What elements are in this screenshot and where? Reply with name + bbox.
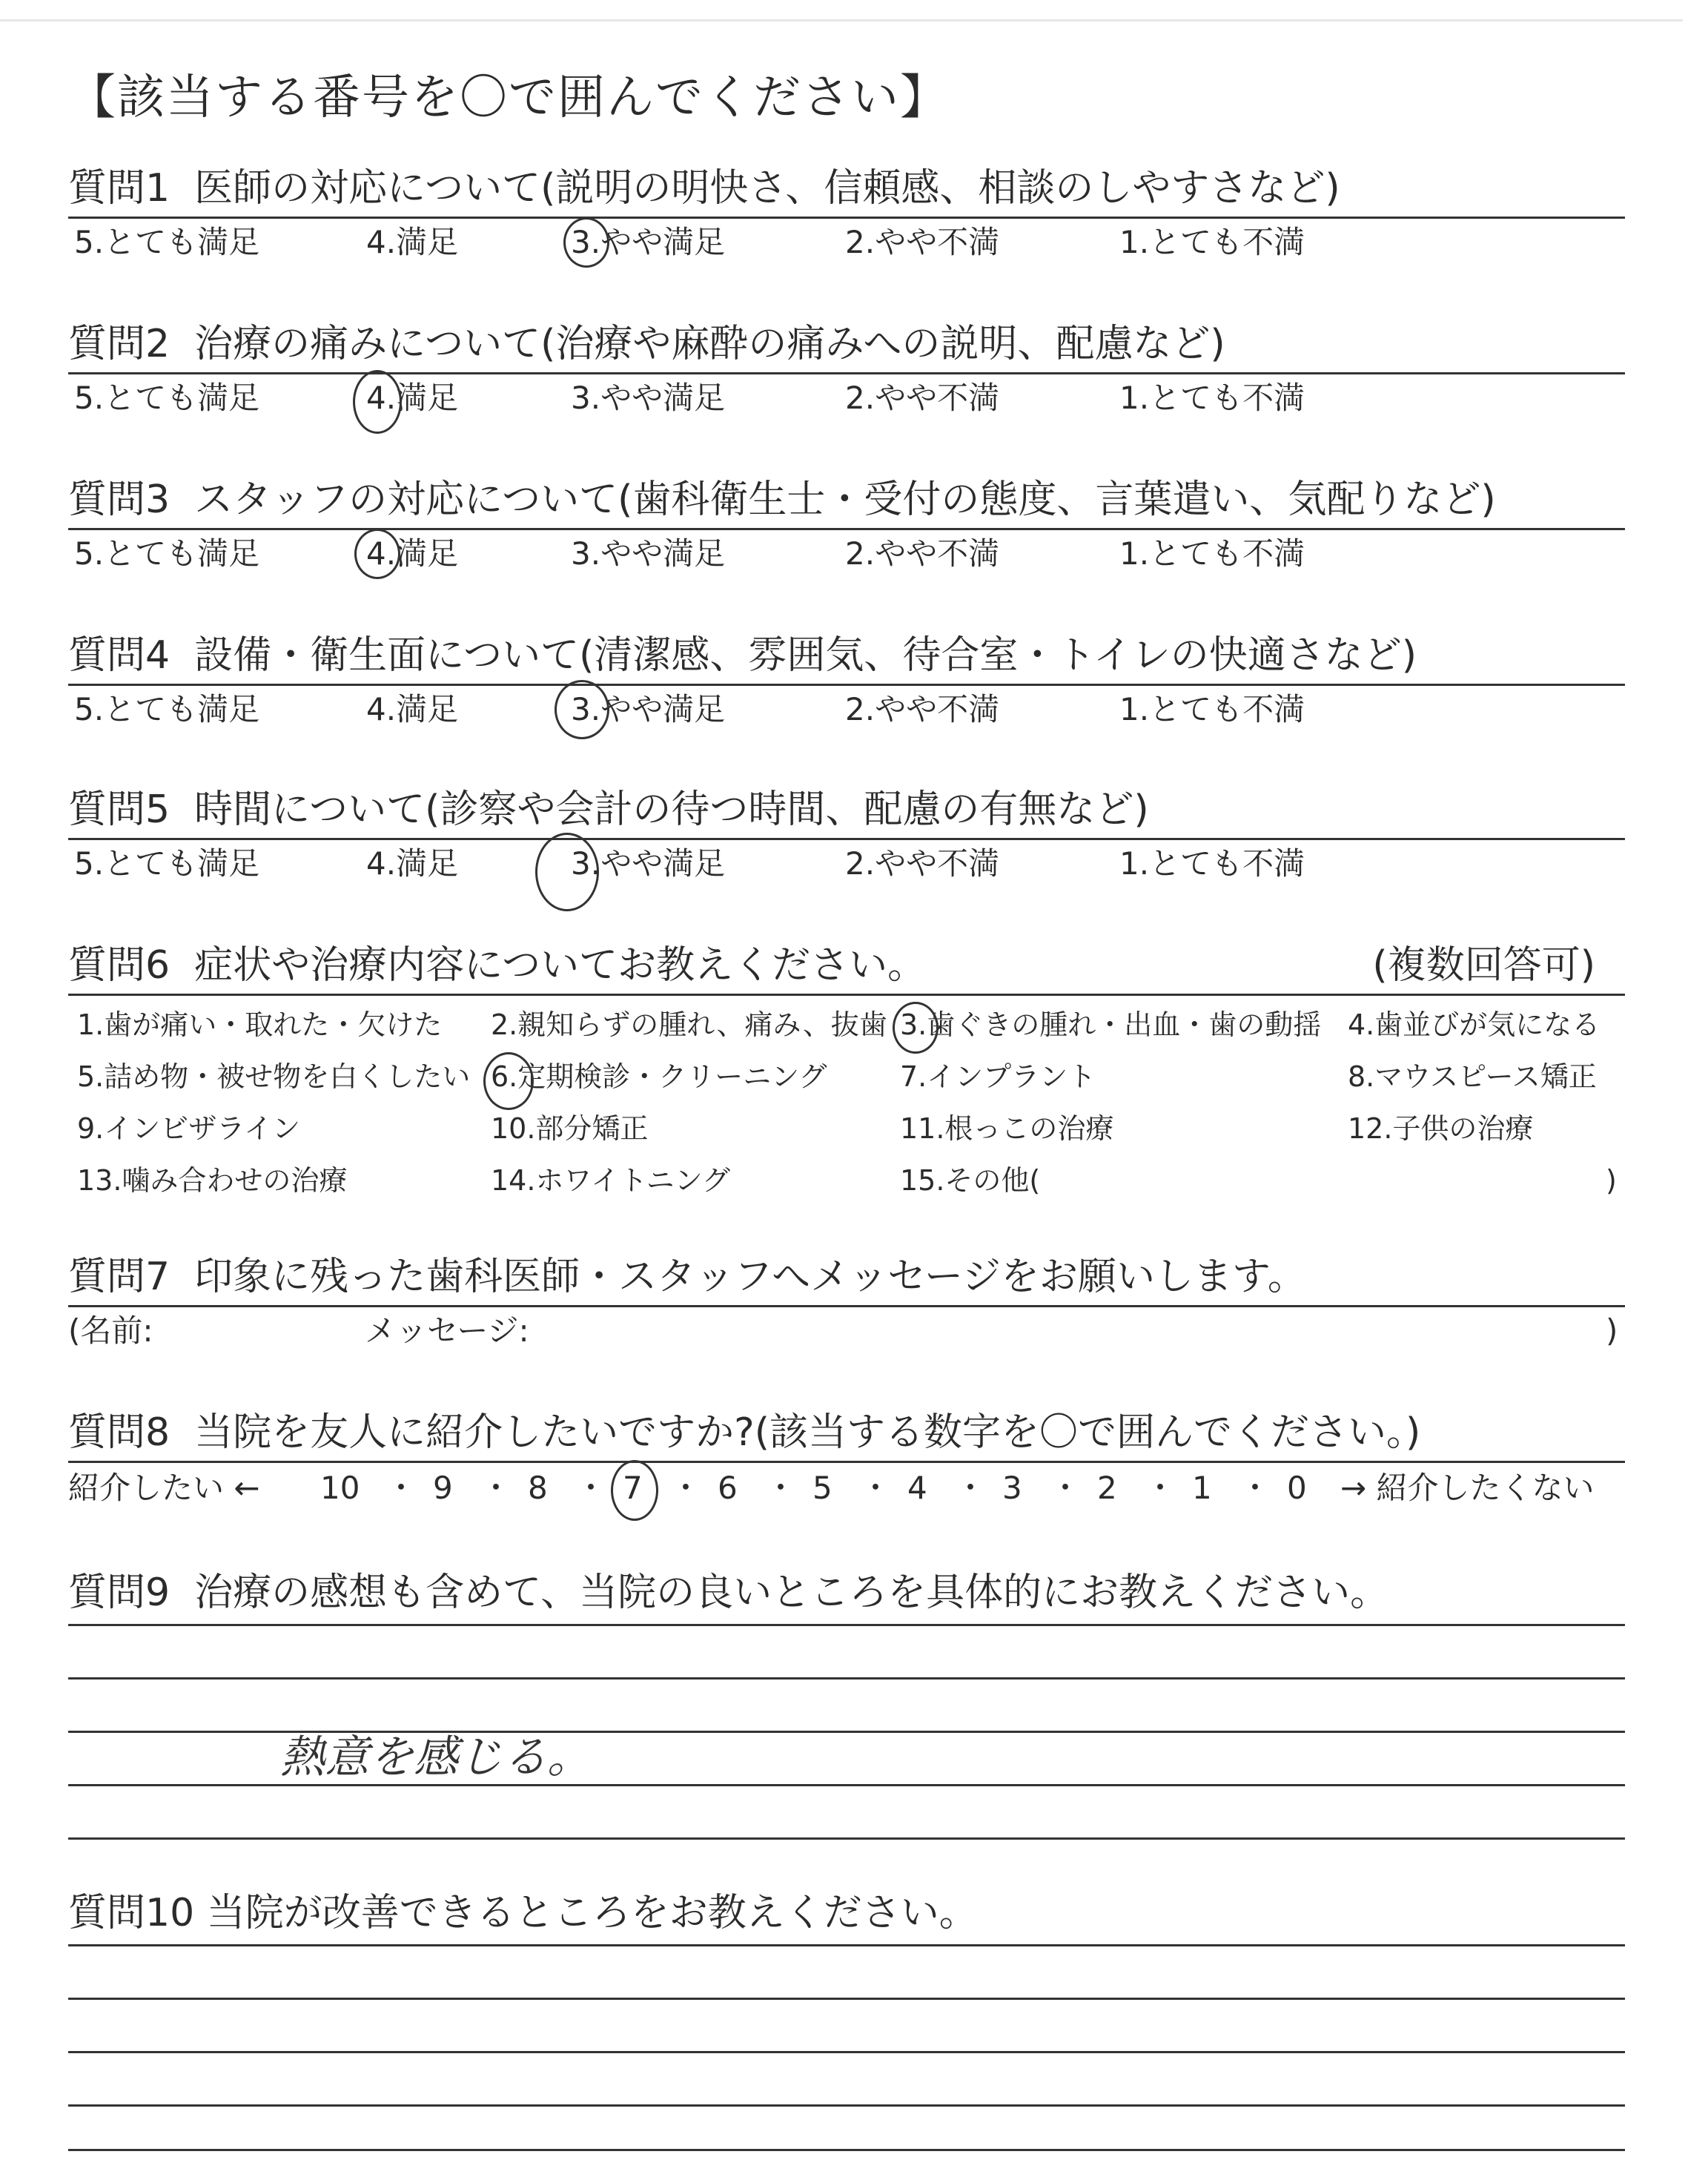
q4-option-4[interactable]: 4.満足 [366,691,459,727]
question-4-text: 設備・衛生面について(清潔感、雰囲気、待合室・トイレの快適さなど) [194,633,1417,678]
q8-dot: ・ [955,1470,987,1506]
q6-option-12[interactable]: 12.子供の治療 [1348,1112,1534,1145]
q4-selection-circle [555,680,609,739]
question-6-heading [68,942,1625,989]
question-6-label: 質問6 [68,943,171,988]
q9-handwritten-answer: 熱意を感じる。 [280,1731,592,1783]
question-2-label: 質問2 [68,322,171,366]
question-6-options [68,996,1625,1218]
question-4-heading [68,632,1625,679]
question-9-text: 治療の感想も含めて、当院の良いところを具体的にお教えください。 [194,1571,1389,1615]
question-2-options [68,374,1625,419]
question-5 [68,786,1625,885]
question-1-options [68,219,1625,263]
q3-option-3[interactable]: 3.やや満足 [571,535,726,572]
q3-option-4[interactable]: 4.満足 [366,535,459,572]
q10-answer-line-4[interactable] [68,2104,1625,2107]
q8-dot: ・ [1050,1470,1082,1506]
question-6-note: (複数回答可) [1372,943,1595,988]
question-1-heading [68,165,1625,212]
q8-scale-3[interactable]: 3 [1002,1470,1022,1506]
q3-option-5[interactable]: 5.とても満足 [74,535,260,572]
q8-dot: ・ [765,1470,797,1506]
q6-option-15-close: ) [1606,1164,1617,1197]
q1-option-5[interactable]: 5.とても満足 [74,224,260,260]
q2-selection-circle [353,370,402,434]
q3-option-2[interactable]: 2.やや不満 [845,535,1000,572]
question-3-label: 質問3 [68,478,171,522]
q8-right-label: → 紹介したくない [1340,1470,1595,1506]
question-10-heading [68,1889,1625,1937]
q6-option-8[interactable]: 8.マウスピース矯正 [1348,1060,1597,1093]
question-7-fields [68,1307,1625,1352]
q4-option-2[interactable]: 2.やや不満 [845,691,1000,727]
top-edge-line [0,19,1683,22]
question-4-label: 質問4 [68,633,171,678]
q4-option-3[interactable]: 3.やや満足 [571,691,726,727]
q7-message-label: メッセージ: [365,1312,529,1349]
q2-option-2[interactable]: 2.やや不満 [845,380,1000,416]
q8-dot: ・ [860,1470,892,1506]
q10-answer-line-5[interactable] [68,2149,1625,2151]
q6-option-2[interactable]: 2.親知らずの腫れ、痛み、抜歯 [491,1008,887,1041]
question-3-options [68,530,1625,575]
q8-dot: ・ [385,1470,417,1506]
q6-selection-circle-6 [483,1052,534,1110]
q5-option-2[interactable]: 2.やや不満 [845,845,1000,882]
q2-option-3[interactable]: 3.やや満足 [571,380,726,416]
q8-scale-6[interactable]: 6 [718,1470,738,1506]
question-10 [68,1889,1625,1937]
q8-scale-5[interactable]: 5 [812,1470,833,1506]
q3-option-1[interactable]: 1.とても不満 [1119,535,1305,572]
q2-option-4[interactable]: 4.満足 [366,380,459,416]
q6-option-13[interactable]: 13.噛み合わせの治療 [77,1164,348,1197]
question-2-text: 治療の痛みについて(治療や麻酔の痛みへの説明、配慮など) [194,322,1225,366]
question-1 [68,165,1625,263]
q6-option-9[interactable]: 9.インビザライン [77,1112,301,1145]
q1-option-3[interactable]: 3.やや満足 [571,224,726,260]
q5-selection-circle [535,833,599,911]
q10-answer-line-2[interactable] [68,1998,1625,2000]
q4-option-1[interactable]: 1.とても不満 [1119,691,1305,727]
question-9 [68,1569,1625,1616]
q8-dot: ・ [480,1470,512,1506]
question-10-label: 質問10 [68,1891,195,1935]
q8-scale-9[interactable]: 9 [433,1470,453,1506]
q6-option-11[interactable]: 11.根っこの治療 [900,1112,1114,1145]
question-8 [68,1409,1625,1515]
question-6 [68,942,1625,1218]
q5-option-5[interactable]: 5.とても満足 [74,845,260,882]
q6-selection-circle-3 [893,1002,939,1054]
question-8-heading [68,1409,1625,1456]
question-3 [68,476,1625,575]
q8-dot: ・ [575,1470,607,1506]
q8-dot: ・ [1239,1470,1271,1506]
q6-option-14[interactable]: 14.ホワイトニング [491,1164,731,1197]
question-9-label: 質問9 [68,1571,171,1615]
q8-scale-8[interactable]: 8 [528,1470,548,1506]
q7-name-label: (名前: [68,1312,153,1349]
q2-option-1[interactable]: 1.とても不満 [1119,380,1305,416]
q6-option-7[interactable]: 7.インプラント [900,1060,1096,1093]
q9-answer-line-5[interactable] [68,1837,1625,1840]
q8-dot: ・ [670,1470,702,1506]
q10-answer-line-1[interactable] [68,1944,1625,1946]
q5-option-4[interactable]: 4.満足 [366,845,459,882]
q10-answer-line-3[interactable] [68,2051,1625,2053]
question-5-label: 質問5 [68,787,171,832]
q9-answer-line-1[interactable] [68,1624,1625,1626]
q6-option-15[interactable]: 15.その他( [900,1164,1041,1197]
question-2 [68,320,1625,419]
question-7-label: 質問7 [68,1255,171,1299]
q3-selection-circle [354,529,400,579]
q6-option-4[interactable]: 4.歯並びが気になる [1348,1008,1601,1041]
question-7 [68,1253,1625,1352]
q8-selection-circle [611,1460,658,1521]
question-8-scale [68,1463,1625,1515]
q8-scale-4[interactable]: 4 [907,1470,927,1506]
q8-scale-7[interactable]: 7 [623,1470,643,1506]
question-10-text: 当院が改善できるところをお教えください。 [206,1891,978,1935]
q5-option-3[interactable]: 3.やや満足 [571,845,726,882]
q1-option-2[interactable]: 2.やや不満 [845,224,1000,260]
page-title: 【該当する番号を〇で囲んでください】 [68,70,949,125]
q6-option-10[interactable]: 10.部分矯正 [491,1112,649,1145]
q6-option-5[interactable]: 5.詰め物・被せ物を白くしたい [77,1060,471,1093]
q9-answer-line-2[interactable] [68,1677,1625,1680]
question-8-text: 当院を友人に紹介したいですか?(該当する数字を〇で囲んでください。) [194,1410,1421,1455]
q4-option-5[interactable]: 5.とても満足 [74,691,260,727]
q1-option-1[interactable]: 1.とても不満 [1119,224,1305,260]
question-7-heading [68,1253,1625,1301]
q5-option-1[interactable]: 1.とても不満 [1119,845,1305,882]
q8-dot: ・ [1145,1470,1176,1506]
q6-option-3[interactable]: 3.歯ぐきの腫れ・出血・歯の動揺 [900,1008,1322,1041]
q2-option-5[interactable]: 5.とても満足 [74,380,260,416]
question-5-heading [68,786,1625,833]
q8-scale-1[interactable]: 1 [1192,1470,1212,1506]
q6-option-6[interactable]: 6.定期検診・クリーニング [491,1060,827,1093]
question-7-text: 印象に残った歯科医師・スタッフへメッセージをお願いします。 [194,1255,1306,1299]
q1-selection-circle [563,217,609,268]
q1-option-4[interactable]: 4.満足 [366,224,459,260]
question-2-heading [68,320,1625,368]
q8-scale-0[interactable]: 0 [1287,1470,1307,1506]
question-9-heading [68,1569,1625,1616]
q6-option-1[interactable]: 1.歯が痛い・取れた・欠けた [77,1008,443,1041]
q7-close-paren: ) [1606,1312,1618,1349]
question-3-text: スタッフの対応について(歯科衛生士・受付の態度、言葉遣い、気配りなど) [194,478,1496,522]
question-1-label: 質問1 [68,166,171,211]
question-4 [68,632,1625,730]
q8-scale-10[interactable]: 10 [320,1470,360,1506]
question-3-heading [68,476,1625,524]
q8-left-label: 紹介したい ← [68,1470,260,1506]
question-1-text: 医師の対応について(説明の明快さ、信頼感、相談のしやすさなど) [194,166,1340,211]
question-4-options [68,686,1625,730]
question-8-label: 質問8 [68,1410,171,1455]
question-6-text: 症状や治療内容についてお教えください。 [194,943,927,988]
question-5-options [68,840,1625,885]
q8-scale-2[interactable]: 2 [1097,1470,1117,1506]
question-5-text: 時間について(診察や会計の待つ時間、配慮の有無など) [194,787,1149,832]
